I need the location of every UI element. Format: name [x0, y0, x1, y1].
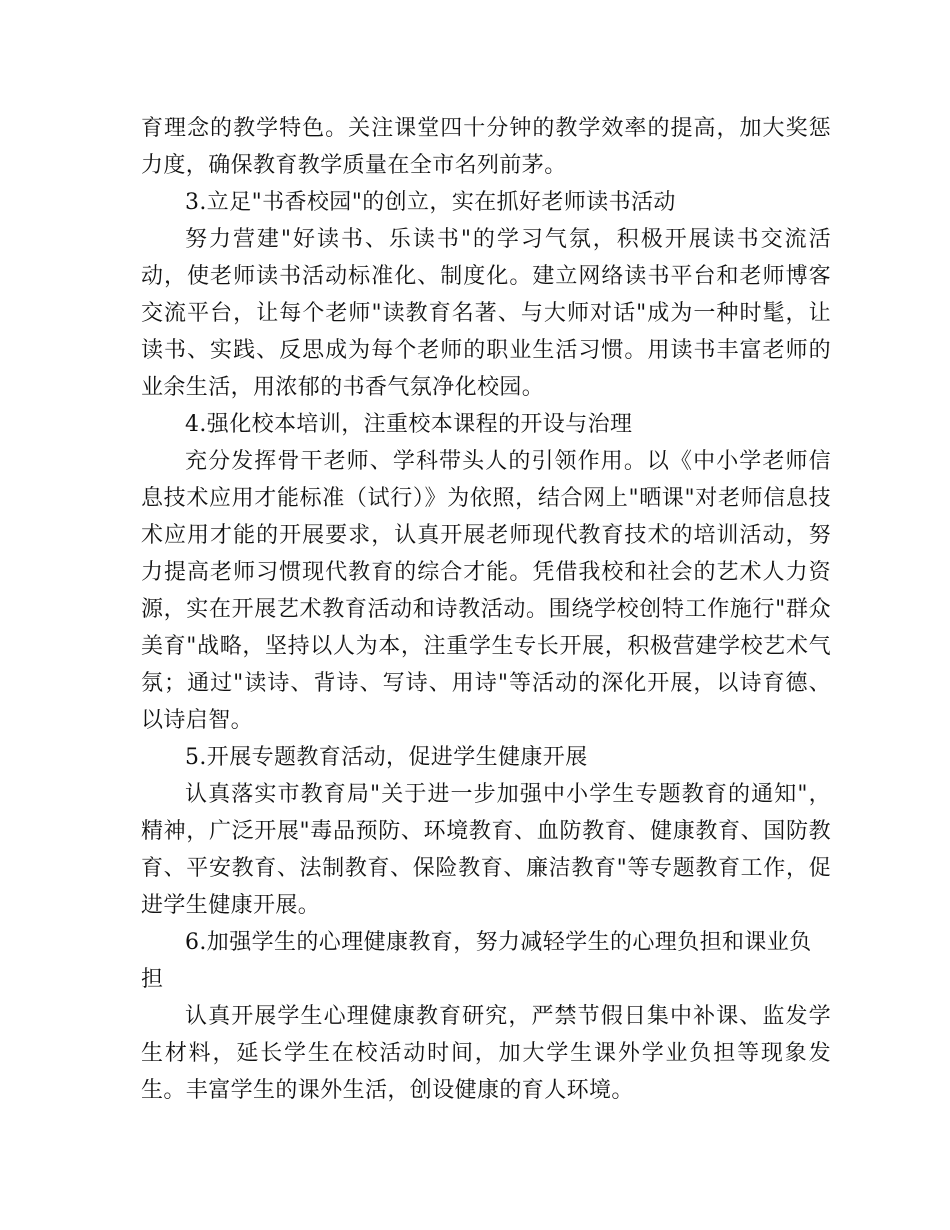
section-heading-3: 3.立足"书香校园"的创立，实在抓好老师读书活动	[185, 190, 676, 215]
section-heading-4: 4.强化校本培训，注重校本课程的开设与治理	[185, 412, 633, 437]
paragraph-mental-health: 认真开展学生心理健康教育研究，严禁节假日集中补课、监发学生材料，延长学生在校活动时间，加大学生课外学业负担等现象发生。丰富学生的课外生活，创设健康的育人环境。	[141, 1004, 831, 1103]
paragraph-topic-education: 认真落实市教育局"关于进一步加强中小学生专题教育的通知"，精神，广泛开展"毒品预防、环境教育、血防教育、健康教育、国防教育、平安教育、法制教育、保险教育、廉洁教育"等专题教育工作，促进学生健康开展。	[141, 782, 831, 918]
document-body	[141, 110, 831, 1109]
paragraph-training: 充分发挥骨干老师、学科带头人的引领作用。以《中小学老师信息技术应用才能标准（试行）》为依照，结合网上"晒课"对老师信息技术应用才能的开展要求，认真开展老师现代教育技术的培训活动，努力提高老师习惯现代教育的综合才能。凭借我校和社会的艺术人力资源，实在开展艺术教育活动和诗教活动。围绕学校创特工作施行"群众美育"战略，坚持以人为本，注重学生专长开展，积极营建学校艺术气氛；通过"读诗、背诗、写诗、用诗"等活动的深化开展，以诗育德、以诗启智。	[141, 449, 831, 733]
section-heading-5: 5.开展专题教育活动，促进学生健康开展	[185, 745, 588, 770]
paragraph-continuation: 育理念的教学特色。关注课堂四十分钟的教学效率的提高，加大奖惩力度，确保教育教学质量在全市名列前茅。	[141, 116, 831, 178]
section-heading-6: 6.加强学生的心理健康教育，努力减轻学生的心理负担和课业负担	[141, 930, 812, 992]
paragraph-reading: 努力营建"好读书、乐读书"的学习气氛，积极开展读书交流活动，使老师读书活动标准化、制度化。建立网络读书平台和老师博客交流平台，让每个老师"读教育名著、与大师对话"成为一种时髦，让读书、实践、反思成为每个老师的职业生活习惯。用读书丰富老师的业余生活，用浓郁的书香气氛净化校园。	[141, 227, 831, 400]
